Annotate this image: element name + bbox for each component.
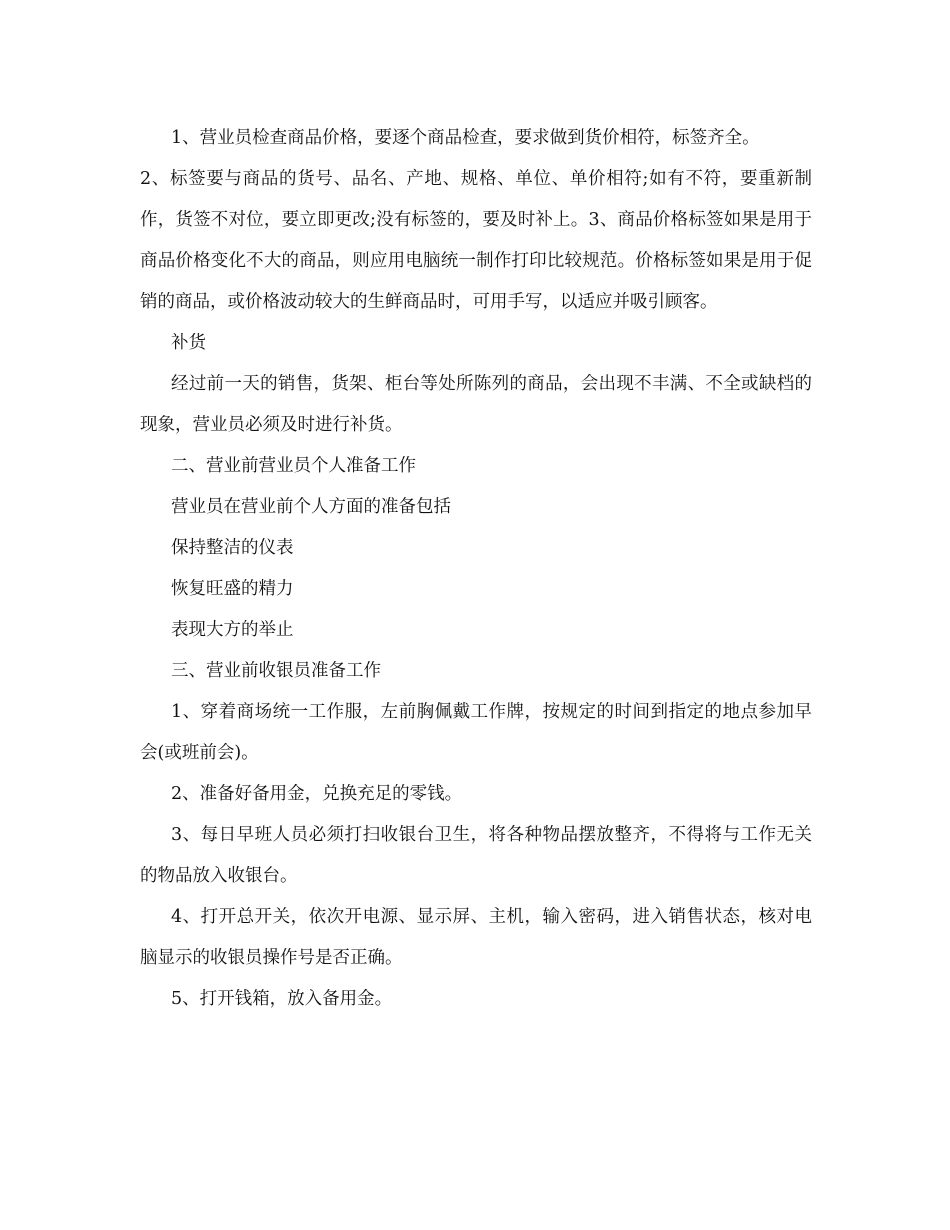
paragraph-restock: 经过前一天的销售，货架、柜台等处所陈列的商品，会出现不丰满、不全或缺档的现象，营业员必须及时进行补货。 <box>140 374 812 435</box>
paragraph-cashier-uniform: 1、穿着商场统一工作服，左前胸佩戴工作牌，按规定的时间到指定的地点参加早会(或班前会)。 <box>140 702 812 763</box>
paragraph-cashier-drawer: 5、打开钱箱，放入备用金。 <box>171 989 393 1009</box>
paragraph-cashier-float: 2、准备好备用金，兑换充足的零钱。 <box>171 784 463 804</box>
paragraph-staff-prep-intro: 营业员在营业前个人方面的准备包括 <box>171 497 451 517</box>
paragraph-price-check: 1、营业员检查商品价格，要逐个商品检查，要求做到货价相符，标签齐全。 <box>171 128 760 148</box>
paragraph-label-rules: 2、标签要与商品的货号、品名、产地、规格、单位、单价相符;如有不符，要重新制作，货签不对位，要立即更改;没有标签的，要及时补上。3、商品价格标签如果是用于商品价格变化不大的商品，则应用电脑统一制作打印比较规范。价格标签如果是用于促销的商品，或价格波动较大的生鲜商品时，可用手写，以适应并吸引顾客。 <box>140 169 812 312</box>
section-heading-staff-prep: 二、营业前营业员个人准备工作 <box>171 456 416 476</box>
document-page <box>140 118 812 1020</box>
section-heading-restock: 补货 <box>171 333 206 353</box>
list-item-appearance: 保持整洁的仪表 <box>171 538 294 558</box>
section-heading-cashier-prep: 三、营业前收银员准备工作 <box>171 661 381 681</box>
list-item-manner: 表现大方的举止 <box>171 620 294 640</box>
list-item-energy: 恢复旺盛的精力 <box>171 579 294 599</box>
paragraph-cashier-startup: 4、打开总开关，依次开电源、显示屏、主机，输入密码，进入销售状态，核对电脑显示的收银员操作号是否正确。 <box>140 907 812 968</box>
paragraph-cashier-cleaning: 3、每日早班人员必须打扫收银台卫生，将各种物品摆放整齐，不得将与工作无关的物品放入收银台。 <box>140 825 812 886</box>
